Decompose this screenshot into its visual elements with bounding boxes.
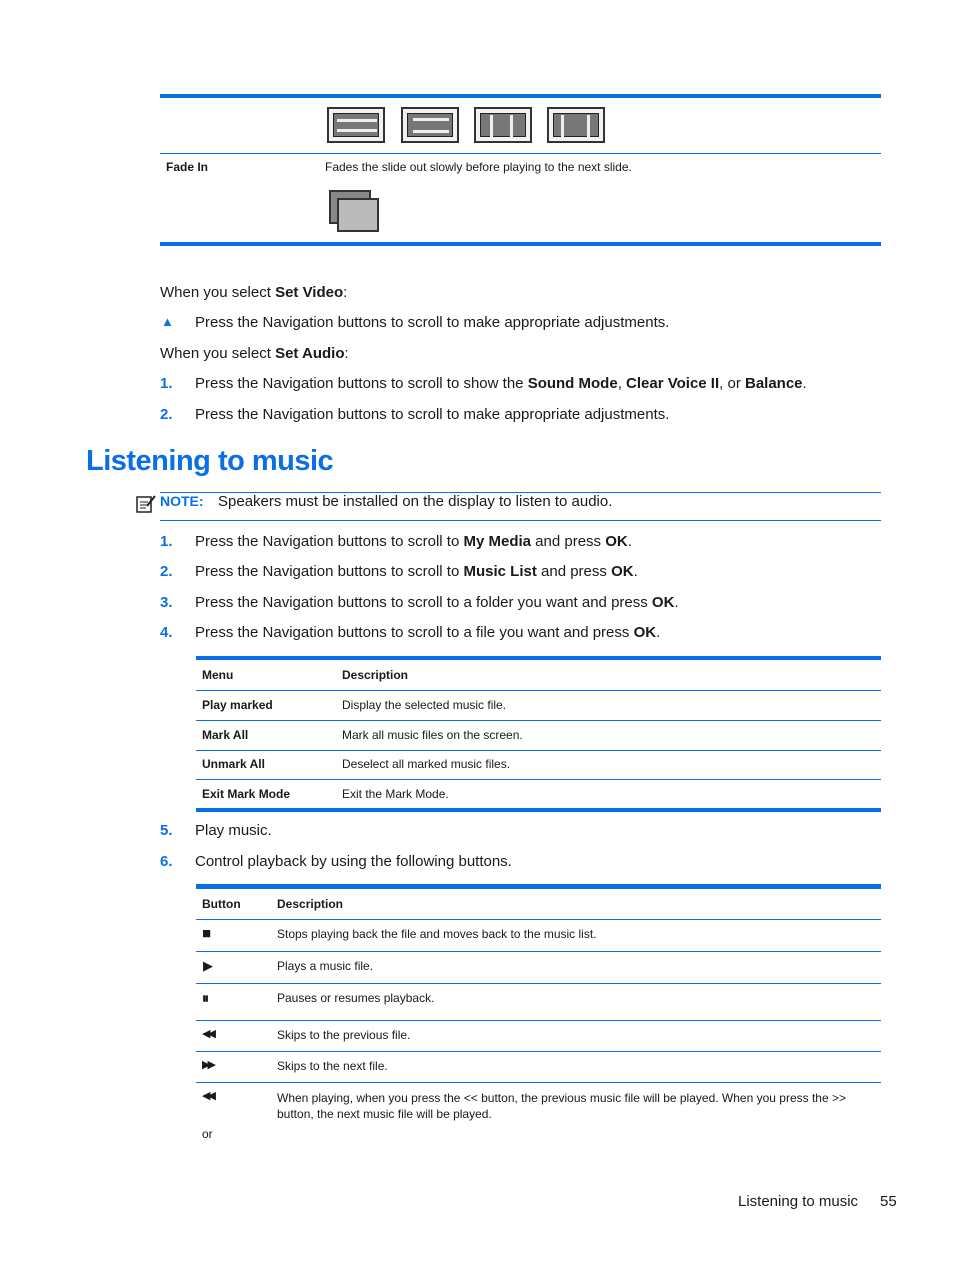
set-video-intro: When you select Set Video: — [160, 284, 348, 301]
music-step-number: 3. — [160, 594, 173, 611]
top-table-bottom-rule — [160, 242, 881, 246]
pause-icon: ⏸ — [202, 990, 209, 1006]
slide-effect-4-icon — [547, 107, 605, 143]
table-row: Stops playing back the file and moves back to the music list. — [277, 927, 597, 941]
table-row: When playing, when you press the << button, the previous music file will be played. When you press the >> button, the next music file will be played. — [277, 1091, 846, 1121]
or-label: or — [202, 1127, 213, 1141]
rewind-icon: ◀◀ — [202, 1090, 213, 1102]
menu-table-divider — [196, 690, 881, 691]
slide-effect-2-icon — [401, 107, 459, 143]
table-row: Display the selected music file. — [342, 698, 507, 712]
music-step-number: 1. — [160, 533, 173, 550]
button-table-top-rule — [196, 884, 881, 889]
menu-table-header-menu: Menu — [202, 668, 234, 682]
music-step-2: Press the Navigation buttons to scroll to Music List and press OK. — [195, 563, 638, 580]
button-table-divider — [196, 919, 881, 920]
table-row: Exit the Mark Mode. — [342, 787, 449, 801]
button-table-divider — [196, 1082, 881, 1083]
note-label: NOTE: — [160, 493, 204, 509]
menu-table-top-rule — [196, 656, 881, 660]
table-row: Skips to the previous file. — [277, 1028, 411, 1042]
rewind-icon: ◀◀ — [202, 1028, 213, 1040]
slide-effect-1-icon — [327, 107, 385, 143]
set-audio-step-1: Press the Navigation buttons to scroll to show the Sound Mode, Clear Voice II, or Balance. — [195, 375, 807, 392]
menu-table-divider — [196, 750, 881, 751]
button-table-header-button: Button — [202, 897, 241, 911]
set-audio-step-2: Press the Navigation buttons to scroll to make appropriate adjustments. — [195, 406, 670, 423]
music-step-number: 4. — [160, 624, 173, 641]
music-step-number: 6. — [160, 853, 173, 870]
section-title: Listening to music — [86, 445, 334, 477]
music-step-1: Press the Navigation buttons to scroll to My Media and press OK. — [195, 533, 632, 550]
button-table-header-description: Description — [277, 897, 344, 911]
fade-in-label: Fade In — [166, 160, 209, 174]
set-audio-step-number: 1. — [160, 375, 173, 392]
menu-table-divider — [196, 779, 881, 780]
menu-table-header-description: Description — [342, 668, 409, 682]
note-text: Speakers must be installed on the display to listen to audio. — [218, 493, 613, 510]
music-step-number: 5. — [160, 822, 173, 839]
note-bottom-rule — [160, 520, 881, 521]
button-table-divider — [196, 983, 881, 984]
music-step-6: Control playback by using the following buttons. — [195, 853, 512, 870]
set-audio-intro: When you select Set Audio: — [160, 345, 349, 362]
stop-icon: ■ — [202, 925, 212, 942]
music-step-5: Play music. — [195, 822, 272, 839]
music-step-number: 2. — [160, 563, 173, 580]
set-video-bullet-text: Press the Navigation buttons to scroll to make appropriate adjustments. — [195, 314, 670, 331]
table-row: Exit Mark Mode — [202, 787, 291, 801]
table-row: Unmark All — [202, 757, 265, 771]
note-icon — [136, 494, 156, 514]
music-step-3: Press the Navigation buttons to scroll to a folder you want and press OK. — [195, 594, 679, 611]
table-row: Mark All — [202, 728, 249, 742]
menu-table-bottom-rule — [196, 808, 881, 812]
fade-in-icon — [329, 190, 377, 232]
top-table-top-rule — [160, 94, 881, 98]
table-row: Deselect all marked music files. — [342, 757, 511, 771]
button-table-divider — [196, 1051, 881, 1052]
table-row: Mark all music files on the screen. — [342, 728, 523, 742]
top-table-row-divider — [160, 153, 881, 154]
set-video-bullet-icon: ▲ — [161, 314, 174, 329]
table-row: Plays a music file. — [277, 959, 374, 973]
play-icon: ▶ — [203, 958, 213, 973]
footer-section-name: Listening to music — [738, 1193, 859, 1210]
fade-in-description: Fades the slide out slowly before playing to the next slide. — [325, 160, 632, 174]
table-row: Play marked — [202, 698, 273, 712]
table-row: Skips to the next file. — [277, 1059, 388, 1073]
page-number: 55 — [880, 1193, 897, 1210]
set-audio-step-number: 2. — [160, 406, 173, 423]
menu-table-divider — [196, 720, 881, 721]
music-step-4: Press the Navigation buttons to scroll to a file you want and press OK. — [195, 624, 661, 641]
button-table-divider — [196, 1020, 881, 1021]
button-table-divider — [196, 951, 881, 952]
slide-effect-3-icon — [474, 107, 532, 143]
table-row: Pauses or resumes playback. — [277, 991, 435, 1005]
fast-forward-icon: ▶▶ — [202, 1059, 213, 1071]
